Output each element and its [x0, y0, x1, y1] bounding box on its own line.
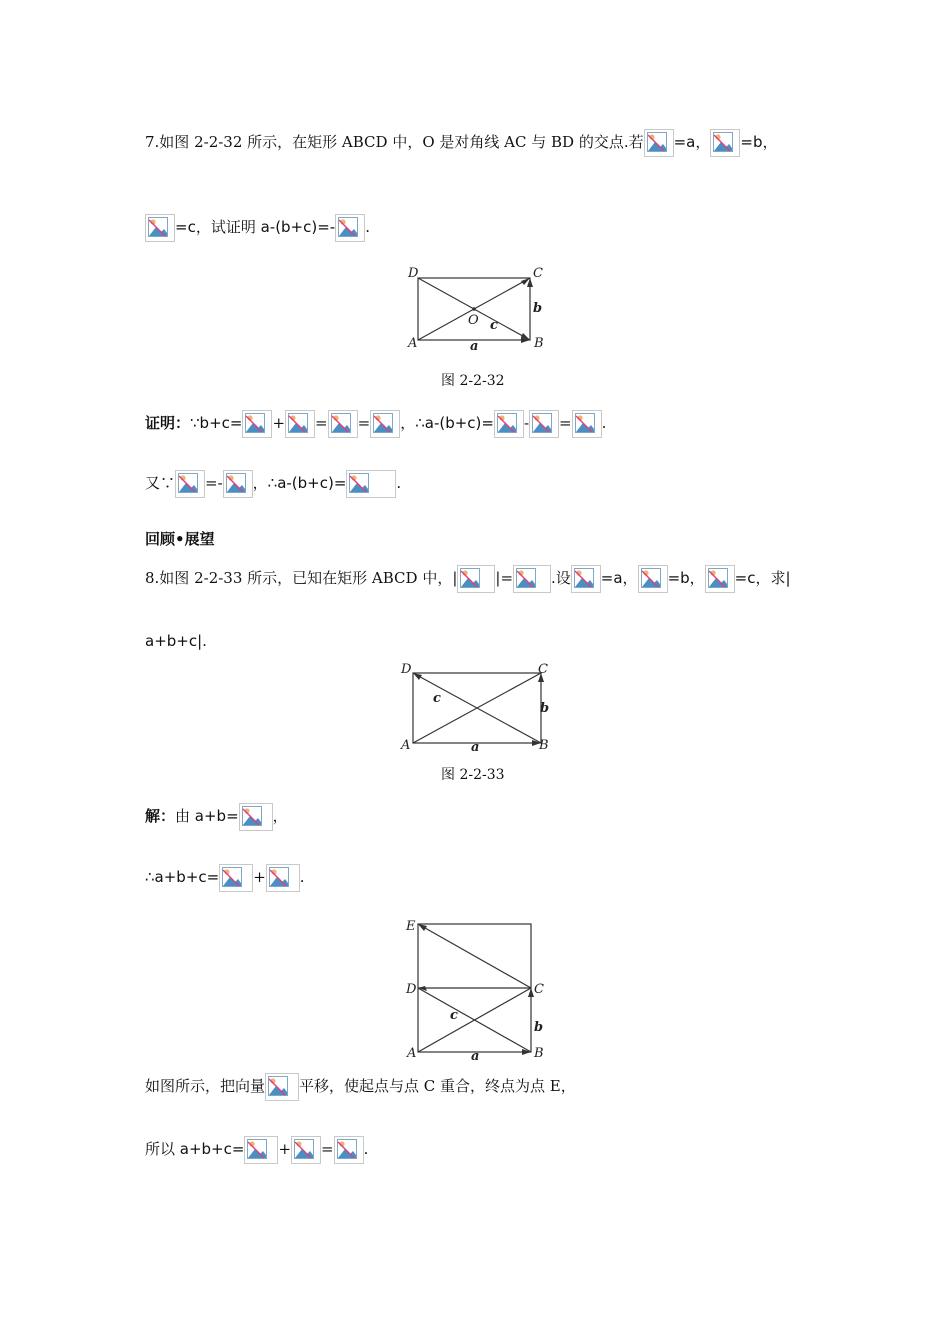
translate-text: 如图所示，把向量 [145, 1077, 266, 1095]
proof-text: ∵b+c= [190, 414, 243, 432]
q7-line2 [145, 214, 370, 242]
final-text: + [278, 1140, 292, 1158]
broken-image-icon [285, 410, 315, 438]
broken-image-icon [266, 864, 300, 892]
solution-line2 [145, 864, 305, 892]
q7-text: =c，试证明 a-(b+c)=- [175, 218, 336, 236]
proof-text: ，∴a-(b+c)= [252, 474, 347, 492]
broken-image-icon [265, 1073, 299, 1101]
label-A: A [407, 1046, 417, 1061]
broken-image-icon [370, 410, 400, 438]
q8-text: .设 [551, 569, 571, 587]
figure-translated-vector [395, 915, 555, 1065]
broken-image-icon [494, 410, 524, 438]
broken-image-icon [572, 410, 602, 438]
proof-text: . [601, 414, 607, 432]
q7-text: =a， [673, 133, 711, 151]
label-b: b [533, 301, 543, 316]
broken-image-icon [705, 565, 735, 593]
label-C: C [533, 266, 543, 281]
proof-text: - [523, 414, 530, 432]
label-A: A [408, 336, 418, 351]
solution-text: 由 a+b= [175, 807, 239, 825]
proof-text: 又∵ [145, 474, 176, 492]
q8-text: =c，求| [734, 569, 791, 587]
label-A: A [401, 738, 411, 752]
label-c: c [450, 1008, 458, 1023]
broken-image-icon [513, 565, 551, 593]
broken-image-icon [219, 864, 253, 892]
proof-text: = [559, 414, 572, 432]
broken-image-icon [334, 1136, 364, 1164]
solution-text: . [299, 868, 305, 886]
broken-image-icon [529, 410, 559, 438]
proof-text: ，∴a-(b+c)= [400, 414, 494, 432]
solution-text: ， [272, 807, 288, 825]
solution-label: 解： [145, 807, 176, 825]
final-text: . [363, 1140, 369, 1158]
translate-line [145, 1073, 576, 1101]
q7-text: . [365, 218, 370, 236]
broken-image-icon [710, 129, 740, 157]
broken-image-icon [291, 1136, 321, 1164]
q8-text: 8.如图 2-2-33 所示，已知在矩形 ABCD 中，| [145, 569, 458, 587]
label-C: C [534, 982, 544, 997]
q8-text: =a， [600, 569, 638, 587]
solution-text: ∴a+b+c= [145, 868, 220, 886]
broken-image-icon [175, 470, 205, 498]
proof-text: = [315, 414, 328, 432]
broken-image-icon [328, 410, 358, 438]
review-heading: 回顾•展望 [145, 530, 215, 548]
q8-text: |= [495, 569, 514, 587]
broken-image-icon [457, 565, 495, 593]
figure-2-2-32 [400, 262, 560, 354]
label-a: a [470, 339, 479, 354]
label-D: D [401, 662, 412, 677]
translate-text: 平移，使起点与点 C 重合，终点为点 E， [299, 1077, 576, 1095]
q7-text: =b， [740, 133, 778, 151]
broken-image-icon [644, 129, 674, 157]
label-O: O [468, 313, 479, 328]
label-c: c [433, 691, 441, 706]
label-b: b [540, 701, 550, 716]
label-C: C [538, 662, 548, 677]
figure-2-2-33-caption: 图 2-2-33 [441, 767, 505, 783]
figure-2-2-32-caption: 图 2-2-32 [441, 373, 505, 389]
q8-line1 [145, 565, 791, 593]
broken-image-icon [244, 1136, 278, 1164]
broken-image-icon [335, 214, 365, 242]
label-a: a [471, 1049, 480, 1064]
proof-text: = [357, 414, 371, 432]
figure-2-2-33 [395, 660, 560, 752]
q8-line2: a+b+c|. [145, 632, 207, 650]
broken-image-icon [145, 214, 175, 242]
q7-text: 7.如图 2-2-32 所示，在矩形 ABCD 中，O 是对角线 AC 与 BD 的交点.若 [145, 133, 644, 151]
final-line [145, 1136, 368, 1164]
solution-line1 [145, 803, 288, 831]
label-B: B [539, 738, 549, 752]
broken-image-icon [346, 470, 396, 498]
label-b: b [534, 1020, 544, 1035]
proof-text: + [272, 414, 286, 432]
label-D: D [406, 982, 417, 997]
broken-image-icon [638, 565, 668, 593]
proof-text: =- [205, 474, 223, 492]
broken-image-icon [223, 470, 253, 498]
proof-line2 [145, 470, 401, 498]
proof-text: . [396, 474, 402, 492]
label-D: D [408, 266, 419, 281]
proof-label: 证明： [145, 414, 191, 432]
broken-image-icon [239, 803, 273, 831]
solution-text: + [253, 868, 266, 886]
q7-line1 [145, 129, 777, 157]
label-B: B [534, 1046, 544, 1061]
broken-image-icon [571, 565, 601, 593]
label-B: B [534, 336, 544, 351]
final-text: = [321, 1140, 334, 1158]
label-c: c [490, 318, 498, 333]
proof-line1 [145, 410, 606, 438]
final-text: 所以 a+b+c= [145, 1140, 245, 1158]
label-E: E [406, 919, 416, 934]
label-a: a [471, 740, 480, 752]
q8-text: =b， [667, 569, 705, 587]
broken-image-icon [242, 410, 272, 438]
